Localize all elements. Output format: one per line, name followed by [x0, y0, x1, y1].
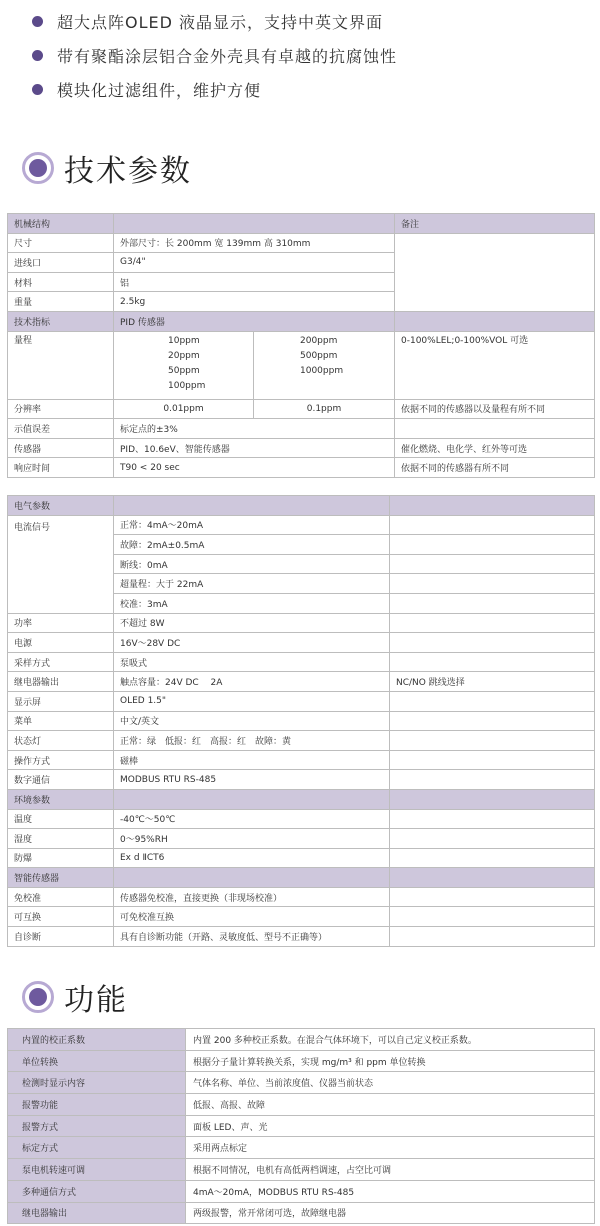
row-label: 标定方式	[8, 1137, 186, 1159]
function-table	[7, 1028, 595, 1224]
table-row	[8, 809, 595, 829]
row-label: 电流信号	[8, 515, 114, 613]
table-row	[8, 438, 595, 458]
table-row	[8, 458, 595, 478]
table-header: 环境参数	[8, 789, 114, 809]
table-header: 备注	[395, 214, 595, 234]
row-note: 依据不同的传感器有所不同	[395, 458, 595, 478]
table-row	[8, 848, 595, 868]
row-value: 可免校准互换	[114, 907, 390, 927]
row-label: 报警方式	[8, 1115, 186, 1137]
table-row	[8, 770, 595, 790]
row-label: 进线口	[8, 253, 114, 273]
table-row	[8, 927, 595, 947]
table-row	[8, 652, 595, 672]
row-value: PID、10.6eV、智能传感器	[114, 438, 395, 458]
feature-item	[32, 4, 592, 38]
range-col-2: 200ppm 500ppm 1000ppm	[254, 331, 395, 399]
row-value: 0.01ppm	[114, 399, 254, 419]
feature-list	[32, 4, 592, 106]
row-value: 磁棒	[114, 750, 390, 770]
row-label: 尺寸	[8, 233, 114, 253]
row-label: 报警功能	[8, 1094, 186, 1116]
table-header: 智能传感器	[8, 868, 114, 888]
table-row	[8, 1159, 595, 1181]
table-row	[8, 672, 595, 692]
row-label: 响应时间	[8, 458, 114, 478]
bullet-dot-icon	[32, 16, 43, 27]
feature-item	[32, 72, 592, 106]
row-value: 校准：3mA	[114, 593, 390, 613]
row-label: 继电器输出	[8, 1202, 186, 1224]
table-row	[8, 1115, 595, 1137]
row-value: 故障：2mA±0.5mA	[114, 535, 390, 555]
row-value: 采用两点标定	[186, 1137, 595, 1159]
row-note	[390, 711, 595, 731]
row-value: 两级报警，常开常闭可选，故障继电器	[186, 1202, 595, 1224]
row-label: 检测时显示内容	[8, 1072, 186, 1094]
feature-item	[32, 38, 592, 72]
func-section-heading	[22, 975, 128, 1019]
table-row	[8, 829, 595, 849]
row-value: 正常：绿 低报：红 高报：红 故障：黄	[114, 731, 390, 751]
row-value: 低报、高报、故障	[186, 1094, 595, 1116]
row-value: 标定点的±3%	[114, 419, 395, 439]
elec-table	[7, 495, 595, 947]
row-label: 分辨率	[8, 399, 114, 419]
range-col-1: 10ppm 20ppm 50ppm 100ppm	[114, 331, 254, 399]
row-value: Ex d ⅡCT6	[114, 848, 390, 868]
row-value: 根据分子量计算转换关系，实现 mg/m³ 和 ppm 单位转换	[186, 1050, 595, 1072]
row-label: 量程	[8, 331, 114, 399]
row-label: 示值误差	[8, 419, 114, 439]
tech-section-heading	[22, 146, 192, 190]
tech-section-title: 技术参数	[64, 154, 192, 189]
row-label: 多种通信方式	[8, 1180, 186, 1202]
table-row	[8, 613, 595, 633]
table-row	[8, 1029, 595, 1051]
row-label: 材料	[8, 272, 114, 292]
row-note	[390, 652, 595, 672]
table-row	[8, 907, 595, 927]
row-note	[390, 750, 595, 770]
row-note	[390, 731, 595, 751]
row-label: 自诊断	[8, 927, 114, 947]
table-row	[8, 633, 595, 653]
row-note: 0-100%LEL;0-100%VOL 可选	[395, 331, 595, 399]
table-row	[8, 1050, 595, 1072]
table-header: 技术指标	[8, 311, 114, 331]
table-row	[8, 515, 595, 535]
mech-table	[7, 213, 595, 478]
row-label: 内置的校正系数	[8, 1029, 186, 1051]
row-note	[390, 633, 595, 653]
row-note: 催化燃烧、电化学、红外等可选	[395, 438, 595, 458]
row-value: 根据不同情况，电机有高低两档调速，占空比可调	[186, 1159, 595, 1181]
table-row	[8, 233, 595, 253]
row-note	[390, 613, 595, 633]
row-label: 防爆	[8, 848, 114, 868]
row-label: 可互换	[8, 907, 114, 927]
table-row	[8, 419, 595, 439]
table-row	[8, 1094, 595, 1116]
row-label: 数字通信	[8, 770, 114, 790]
table-row	[8, 887, 595, 907]
row-value: G3/4"	[114, 253, 395, 273]
row-value: 气体名称、单位、当前浓度值、仪器当前状态	[186, 1072, 595, 1094]
func-section-title: 功能	[64, 983, 128, 1018]
section-circle-icon	[22, 981, 54, 1013]
row-value: 外部尺寸：长 200mm 宽 139mm 高 310mm	[114, 233, 395, 253]
row-value: 4mA～20mA，MODBUS RTU RS-485	[186, 1180, 595, 1202]
row-value: -40℃～50℃	[114, 809, 390, 829]
feature-text: 超大点阵OLED 液晶显示，支持中英文界面	[57, 12, 384, 32]
table-row	[8, 331, 595, 399]
row-label: 温度	[8, 809, 114, 829]
row-value: 断线：0mA	[114, 554, 390, 574]
row-label: 电源	[8, 633, 114, 653]
row-value: 超量程：大于 22mA	[114, 574, 390, 594]
table-row	[8, 1180, 595, 1202]
row-label: 免校准	[8, 887, 114, 907]
row-label: 显示屏	[8, 691, 114, 711]
table-header: PID 传感器	[114, 311, 395, 331]
row-value: 不超过 8W	[114, 613, 390, 633]
row-value: 面板 LED、声、光	[186, 1115, 595, 1137]
table-row	[8, 691, 595, 711]
row-value: OLED 1.5"	[114, 691, 390, 711]
row-value: 传感器免校准，直接更换（非现场校准）	[114, 887, 390, 907]
section-circle-icon	[22, 152, 54, 184]
row-value: 0～95%RH	[114, 829, 390, 849]
row-note	[390, 770, 595, 790]
row-label: 状态灯	[8, 731, 114, 751]
row-label: 泵电机转速可调	[8, 1159, 186, 1181]
table-row	[8, 399, 595, 419]
row-value: 具有自诊断功能（开路、灵敏度低、型号不正确等）	[114, 927, 390, 947]
row-value: 中文/英文	[114, 711, 390, 731]
row-note: 依据不同的传感器以及量程有所不同	[395, 399, 595, 419]
row-value: 正常：4mA～20mA	[114, 515, 390, 535]
bullet-dot-icon	[32, 84, 43, 95]
row-label: 传感器	[8, 438, 114, 458]
row-label: 单位转换	[8, 1050, 186, 1072]
table-row	[8, 731, 595, 751]
feature-text: 带有聚酯涂层铝合金外壳具有卓越的抗腐蚀性	[57, 46, 398, 66]
row-note	[390, 691, 595, 711]
row-label: 功率	[8, 613, 114, 633]
row-label: 继电器输出	[8, 672, 114, 692]
row-note: NC/NO 跳线选择	[390, 672, 595, 692]
table-row	[8, 1202, 595, 1224]
row-label: 湿度	[8, 829, 114, 849]
row-value: MODBUS RTU RS-485	[114, 770, 390, 790]
table-row	[8, 1137, 595, 1159]
row-value: 内置 200 多种校正系数。在混合气体环境下，可以自己定义校正系数。	[186, 1029, 595, 1051]
row-value: 铝	[114, 272, 395, 292]
table-header: 电气参数	[8, 496, 114, 516]
bullet-dot-icon	[32, 50, 43, 61]
table-row	[8, 750, 595, 770]
row-label: 菜单	[8, 711, 114, 731]
row-value: T90 < 20 sec	[114, 458, 395, 478]
row-value: 泵吸式	[114, 652, 390, 672]
table-row	[8, 711, 595, 731]
row-label: 操作方式	[8, 750, 114, 770]
row-value: 0.1ppm	[254, 399, 395, 419]
table-row	[8, 1072, 595, 1094]
row-label: 重量	[8, 292, 114, 312]
row-value: 16V～28V DC	[114, 633, 390, 653]
row-label: 采样方式	[8, 652, 114, 672]
feature-text: 模块化过滤组件，维护方便	[57, 80, 262, 100]
table-header: 机械结构	[8, 214, 114, 234]
row-value: 2.5kg	[114, 292, 395, 312]
row-value: 触点容量：24V DC 2A	[114, 672, 390, 692]
